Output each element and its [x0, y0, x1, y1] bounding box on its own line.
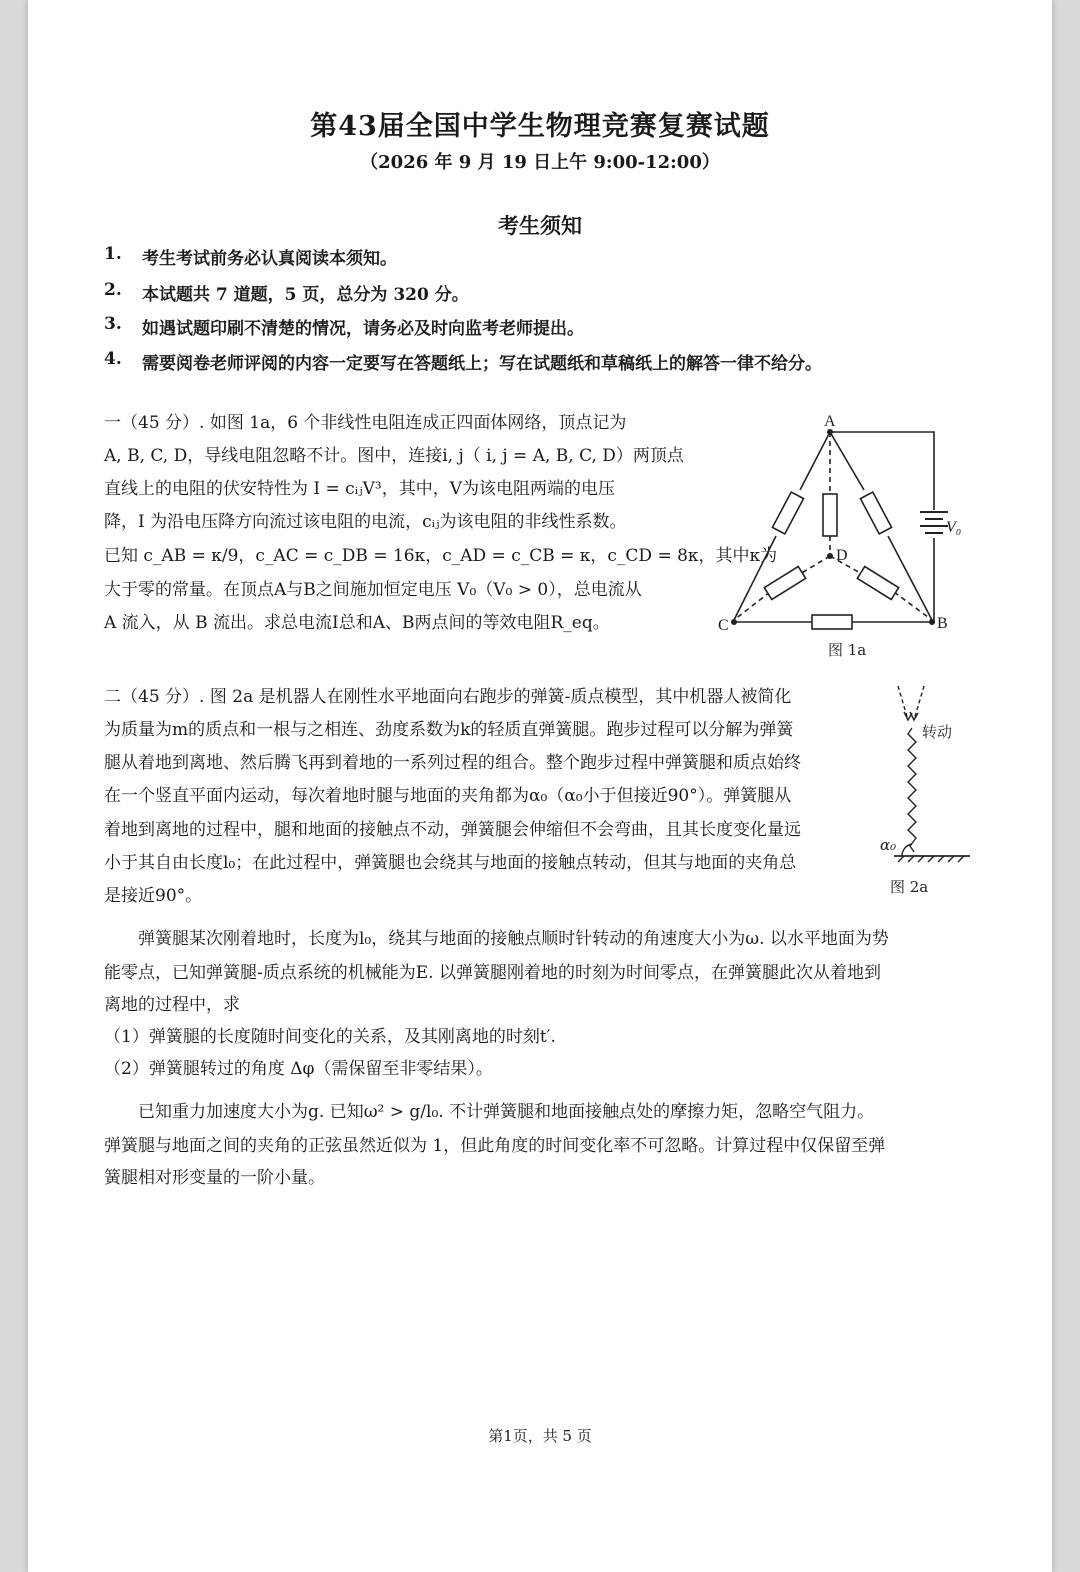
- problem-2-line: 已知重力加速度大小为g. 已知ω² > g/l₀. 不计弹簧腿和地面接触点处的摩擦力矩，忽略空气阻力。: [138, 1102, 875, 1122]
- notice-item: [104, 244, 964, 268]
- page-title: 第43届全国中学生物理竞赛复赛试题: [310, 111, 770, 142]
- problem-1-line: A, B, C, D，导线电阻忽略不计。图中，连接i, j（ i, j = A, B, C, D）两顶点: [104, 446, 684, 466]
- notice-item-number: 2.: [104, 280, 122, 300]
- vertex-d-label: D: [836, 547, 848, 564]
- figure-1a-circuit: [712, 410, 962, 662]
- figure-2a-spring-leg: [872, 680, 982, 900]
- problem-2-line: 离地的过程中，求: [104, 995, 240, 1015]
- problem-1-line: 直线上的电阻的伏安特性为 I = cᵢⱼV³，其中，V为该电阻两端的电压: [104, 479, 615, 499]
- problem-2-line: 小于其自由长度l₀；在此过程中，弹簧腿也会绕其与地面的接触点转动，但其与地面的夹角总: [104, 853, 797, 873]
- problem-1-line: 已知 c_AB = κ/9，c_AC = c_DB = 16κ，c_AD = c_CB = κ，c_CD = 8κ，其中κ为: [104, 546, 778, 566]
- vertex-a-label: A: [824, 413, 836, 430]
- notice-heading: 考生须知: [498, 213, 582, 238]
- rotation-label: 转动: [922, 723, 953, 741]
- problem-2-line: 腿从着地到离地、然后腾飞再到着地的一系列过程的组合。整个跑步过程中弹簧腿和质点始终: [104, 753, 801, 773]
- problem-2-question-1: （1）弹簧腿的长度随时间变化的关系，及其刚离地的时刻t′.: [104, 1027, 556, 1047]
- page-number: 第1页，共 5 页: [488, 1427, 592, 1445]
- notice-item: [104, 280, 964, 304]
- problem-2-question-2: （2）弹簧腿转过的角度 Δφ（需保留至非零结果）。: [104, 1059, 493, 1079]
- notice-item-text: 如遇试题印刷不清楚的情况，请务必及时向监考老师提出。: [142, 319, 584, 339]
- figure-1a-caption: 图 1a: [828, 641, 867, 659]
- problem-1-line: 大于零的常量。在顶点A与B之间施加恒定电压 V₀（V₀ > 0），总电流从: [104, 580, 642, 600]
- angle-alpha-label: α₀: [880, 836, 897, 854]
- notice-item-number: 4.: [104, 349, 122, 369]
- problem-1-line: 一（45 分）. 如图 1a，6 个非线性电阻连成正四面体网络，顶点记为: [104, 413, 627, 433]
- problem-2-line: 是接近90°。: [104, 886, 203, 906]
- vertex-c-label: C: [718, 617, 729, 634]
- problem-2-line: 弹簧腿与地面之间的夹角的正弦虽然近似为 1，但此角度的时间变化率不可忽略。计算过程中仅保留至弹: [104, 1136, 886, 1156]
- notice-item: [104, 349, 984, 373]
- problem-2-line: 能零点，已知弹簧腿-质点系统的机械能为E. 以弹簧腿刚着地的时刻为时间零点，在弹簧腿此次从着地到: [104, 963, 881, 983]
- figure-2a-caption: 图 2a: [890, 878, 929, 896]
- notice-item-text: 需要阅卷老师评阅的内容一定要写在答题纸上；写在试题纸和草稿纸上的解答一律不给分。: [142, 354, 822, 374]
- problem-2-line: 为质量为m的质点和一根与之相连、劲度系数为k的轻质直弹簧腿。跑步过程可以分解为弹簧: [104, 720, 794, 740]
- notice-item-text: 考生考试前务必认真阅读本须知。: [142, 249, 397, 269]
- notice-item-text: 本试题共 7 道题，5 页，总分为 320 分。: [142, 285, 469, 305]
- problem-1-line: A 流入，从 B 流出。求总电流I总和A、B两点间的等效电阻R_eq。: [104, 613, 610, 633]
- problem-2-line: 簧腿相对形变量的一阶小量。: [104, 1168, 325, 1188]
- problem-2-line: 二（45 分）. 图 2a 是机器人在刚性水平地面向右跑步的弹簧-质点模型，其中机器人被简化: [104, 687, 792, 707]
- notice-item-number: 3.: [104, 314, 122, 334]
- notice-item-number: 1.: [104, 244, 122, 264]
- problem-2-line: 着地到离地的过程中，腿和地面的接触点不动，弹簧腿会伸缩但不会弯曲，且其长度变化量远: [104, 820, 801, 840]
- vertex-b-label: B: [937, 615, 948, 632]
- problem-2-line: 弹簧腿某次刚着地时，长度为l₀，绕其与地面的接触点顺时针转动的角速度大小为ω. 以水平地面为势: [138, 929, 889, 949]
- problem-2-line: 在一个竖直平面内运动，每次着地时腿与地面的夹角都为α₀（α₀小于但接近90°）。弹簧腿从: [104, 786, 792, 806]
- problem-1-line: 降，I 为沿电压降方向流过该电阻的电流，cᵢⱼ为该电阻的非线性系数。: [104, 512, 627, 532]
- voltage-label: V₀: [946, 519, 962, 536]
- notice-item: [104, 314, 964, 338]
- exam-time: （2026 年 9 月 19 日上午 9:00-12:00）: [360, 152, 720, 173]
